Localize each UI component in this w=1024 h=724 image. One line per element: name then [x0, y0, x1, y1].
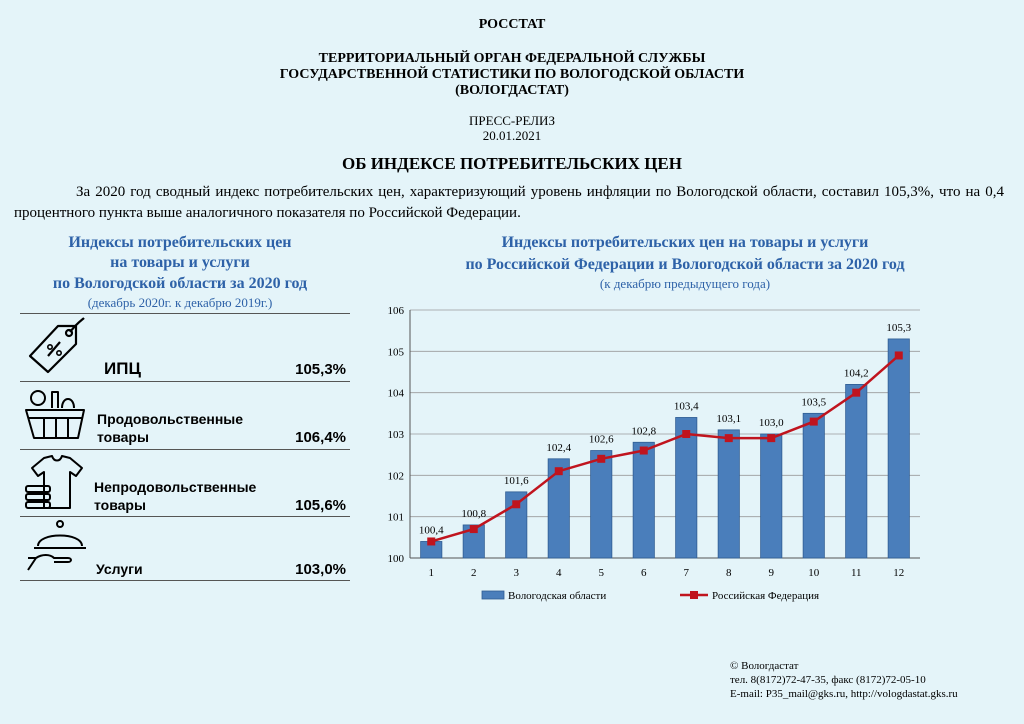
bar — [591, 451, 612, 558]
left-title-line1: Индексы потребительских цен — [68, 234, 292, 251]
divider — [20, 449, 350, 450]
bar — [888, 339, 909, 558]
rf-series-line — [431, 355, 899, 541]
x-tick-label: 2 — [471, 567, 477, 579]
cpi-chart — [370, 298, 1010, 618]
left-title-line2: на товары и услуги — [110, 254, 250, 271]
row-food-label1: Продовольственные — [97, 411, 244, 427]
x-tick-label: 12 — [893, 567, 905, 579]
bar-data-label: 103,1 — [716, 412, 742, 425]
bar-data-label: 102,6 — [588, 433, 614, 446]
bar-data-label: 103,5 — [801, 396, 827, 409]
rf-point — [895, 351, 903, 359]
bar-data-label: 100,4 — [418, 524, 444, 537]
chart-title-line1: Индексы потребительских цен на товары и услуги — [501, 234, 869, 251]
rf-point — [682, 430, 690, 438]
y-tick-label: 105 — [387, 346, 404, 359]
row-food-value: 106,4% — [295, 429, 346, 446]
row-ipc-label: ИПЦ — [104, 359, 141, 378]
x-tick-label: 3 — [513, 567, 519, 579]
rf-point — [427, 537, 435, 545]
row-services-value: 103,0% — [295, 561, 346, 578]
bar — [803, 413, 824, 558]
header-org: РОССТАТ — [478, 17, 546, 32]
bar — [633, 442, 654, 558]
row-nonfood-label1: Непродовольственные — [94, 479, 257, 495]
intro-paragraph: За 2020 год сводный индекс потребительских цен, характеризующий уровень инфляции по Вологодской области, составил 105,3%, что на 0,4 процентного пункта выше аналогичного показателя по Российской Федерации. — [14, 184, 1004, 221]
y-tick-label: 100 — [387, 553, 404, 565]
legend-label: Российская Федерация — [712, 590, 820, 602]
rf-point — [597, 455, 605, 463]
divider — [20, 313, 350, 314]
rf-point — [512, 500, 520, 508]
rf-point — [810, 418, 818, 426]
bar-data-label: 102,4 — [546, 441, 572, 454]
service-cloche-icon — [24, 518, 94, 574]
y-tick-label: 103 — [387, 429, 404, 441]
y-tick-label: 104 — [387, 387, 404, 400]
divider — [20, 580, 350, 581]
chart-subtitle: (к декабрю предыдущего года) — [599, 276, 771, 291]
y-tick-label: 101 — [387, 511, 404, 524]
row-food-label2: товары — [97, 429, 149, 445]
bar-data-label: 104,2 — [843, 367, 869, 380]
header-date: 20.01.2021 — [482, 128, 542, 143]
rf-point — [767, 434, 775, 442]
page-title: ОБ ИНДЕКСЕ ПОТРЕБИТЕЛЬСКИХ ЦЕН — [341, 154, 682, 173]
left-title-line3: по Вологодской области за 2020 год — [52, 275, 308, 292]
x-tick-label: 7 — [683, 567, 689, 579]
x-tick-label: 4 — [556, 567, 562, 579]
bar — [676, 417, 697, 558]
bar-data-label: 100,8 — [461, 507, 487, 520]
rf-point — [725, 434, 733, 442]
y-tick-label: 106 — [387, 305, 404, 317]
bar-data-label: 103,0 — [758, 417, 784, 429]
x-tick-label: 10 — [808, 567, 820, 579]
x-tick-label: 6 — [641, 567, 647, 579]
x-tick-label: 5 — [598, 567, 604, 579]
food-basket-icon — [22, 384, 92, 446]
rf-point — [640, 447, 648, 455]
bar-data-label: 102,8 — [631, 425, 657, 438]
row-services-label: Услуги — [96, 561, 143, 577]
price-tag-icon — [22, 316, 86, 376]
footer-email[interactable]: E-mail: P35_mail@gks.ru, http://vologdastat.gks.ru — [730, 688, 958, 700]
divider — [20, 516, 350, 517]
divider — [20, 381, 350, 382]
header-release: ПРЕСС-РЕЛИЗ — [469, 113, 555, 128]
x-tick-label: 8 — [726, 567, 732, 579]
bar-data-label: 105,3 — [886, 321, 912, 334]
x-tick-label: 9 — [768, 567, 774, 579]
header-body-line3: (ВОЛОГДАСТАТ) — [455, 83, 569, 98]
x-tick-label: 1 — [428, 567, 434, 579]
footer-phone: тел. 8(8172)72-47-35, факс (8172)72-05-10 — [730, 674, 926, 686]
row-nonfood-value: 105,6% — [295, 497, 346, 514]
header-body-line1: ТЕРРИТОРИАЛЬНЫЙ ОРГАН ФЕДЕРАЛЬНОЙ СЛУЖБЫ — [318, 51, 706, 66]
bar — [846, 384, 867, 558]
bar-data-label: 103,4 — [673, 400, 699, 413]
legend-label: Вологодская области — [508, 590, 607, 602]
rf-point — [470, 525, 478, 533]
chart-title-line2: по Российской Федерации и Вологодской области за 2020 год — [465, 256, 905, 273]
rf-point — [852, 389, 860, 397]
footer-copyright: © Вологдастат — [730, 660, 799, 672]
row-nonfood-label2: товары — [94, 497, 146, 513]
bar — [761, 434, 782, 558]
legend-swatch-point — [690, 591, 698, 599]
legend-swatch-bar — [482, 591, 504, 599]
bar — [718, 430, 739, 558]
bar-data-label: 101,6 — [503, 474, 529, 487]
left-subtitle: (декабрь 2020г. к декабрю 2019г.) — [87, 295, 273, 310]
row-ipc-value: 105,3% — [295, 361, 346, 378]
clothes-icon — [24, 452, 90, 514]
header-body-line2: ГОСУДАРСТВЕННОЙ СТАТИСТИКИ ПО ВОЛОГОДСКОЙ ОБЛАСТИ — [279, 67, 745, 82]
x-tick-label: 11 — [850, 567, 862, 579]
y-tick-label: 102 — [387, 470, 404, 483]
rf-point — [555, 467, 563, 475]
